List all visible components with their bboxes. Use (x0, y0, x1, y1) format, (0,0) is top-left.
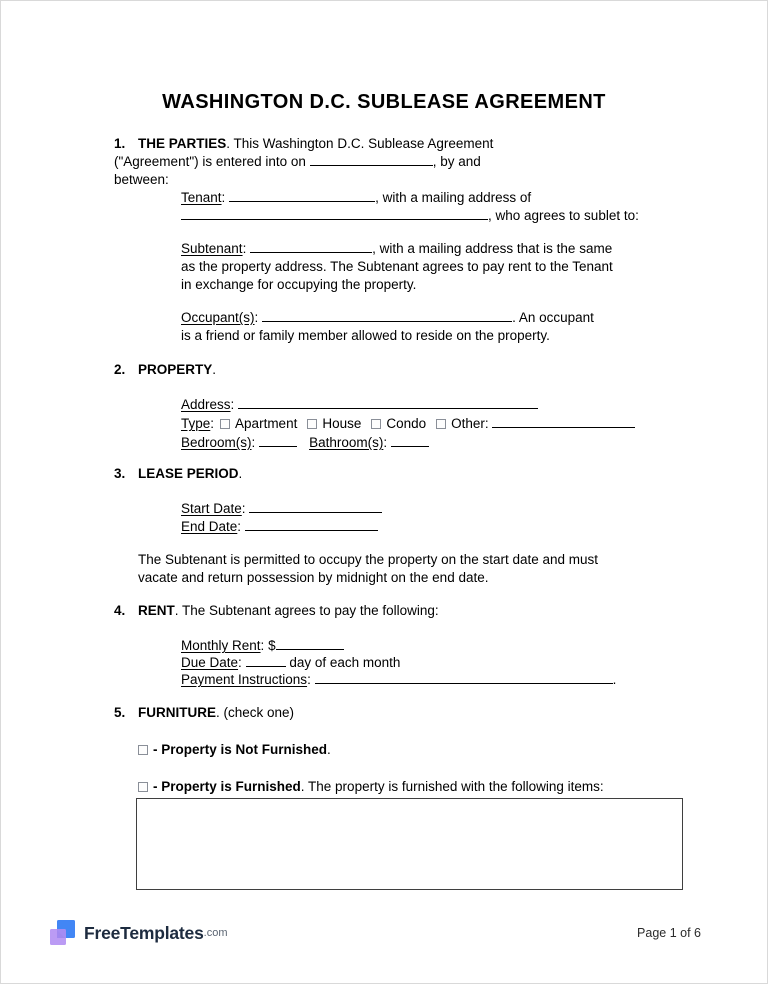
end-date-line (181, 518, 707, 536)
blank-tenant-name[interactable] (229, 189, 375, 202)
colon: : (307, 672, 311, 687)
address-line (181, 395, 707, 414)
lease-note-line2: vacate and return possession by midnight on the end date. (138, 570, 489, 585)
end-date-label: End Date (181, 519, 238, 534)
lease-dates (181, 500, 707, 536)
type-option-house: House (322, 416, 362, 431)
subtenant-label: Subtenant (181, 241, 243, 256)
type-line (181, 414, 707, 433)
section-heading-rest: . (check one) (216, 705, 295, 720)
parties-heading-line (114, 135, 707, 153)
due-date-tail: day of each month (289, 655, 401, 670)
section-number: 4. (114, 603, 126, 618)
section-heading-rest: . (238, 466, 243, 481)
bedrooms-label: Bedroom(s) (181, 435, 252, 450)
parties-line2 (114, 153, 707, 171)
section-number: 3. (114, 466, 126, 481)
type-label: Type (181, 416, 211, 431)
occupant-label: Occupant(s) (181, 310, 255, 325)
bedrooms-line (181, 433, 707, 452)
option-furnished (138, 778, 707, 796)
blank-occupant-names[interactable] (262, 309, 512, 322)
property-heading-line (114, 361, 707, 379)
subtenant-line2: as the property address. The Subtenant agrees to pay rent to the Tenant (181, 259, 613, 274)
tenant-line1 (181, 189, 707, 207)
payment-instructions-line (181, 671, 707, 688)
colon: : (238, 655, 242, 670)
colon: : (237, 519, 242, 534)
colon: : (242, 241, 247, 256)
type-option-condo: Condo (386, 416, 427, 431)
section-heading: THE PARTIES (138, 136, 227, 151)
section-heading: FURNITURE (138, 705, 216, 720)
section-heading-rest: . (212, 362, 217, 377)
due-date-label: Due Date (181, 655, 239, 670)
checkbox-other[interactable] (436, 419, 446, 429)
payment-instructions-label: Payment Instructions (181, 672, 308, 687)
document-title: WASHINGTON D.C. SUBLEASE AGREEMENT (162, 91, 606, 113)
colon: : (251, 435, 256, 450)
checkbox-condo[interactable] (371, 419, 381, 429)
monthly-rent-label: Monthly Rent (181, 638, 261, 653)
bathrooms-label: Bathroom(s) (309, 435, 384, 450)
colon: : (254, 310, 259, 325)
section-number: 1. (114, 136, 126, 151)
subtenant-block (181, 240, 707, 294)
occupant-line2: is a friend or family member allowed to reside on the property. (181, 328, 550, 343)
furnished-text-rest: . The property is furnished with the following items: (300, 779, 604, 794)
section-heading-rest: . This Washington D.C. Sublease Agreement (226, 136, 494, 151)
due-date-line (181, 654, 707, 671)
checkbox-apartment[interactable] (220, 419, 230, 429)
section-number: 2. (114, 362, 126, 377)
subtenant-line1 (181, 240, 707, 258)
brand-name: FreeTemplates (84, 923, 204, 943)
lease-heading-line (114, 465, 707, 483)
blank-property-address[interactable] (238, 396, 538, 409)
blank-bedrooms[interactable] (259, 434, 297, 447)
blank-tenant-address[interactable] (181, 207, 488, 220)
colon: : (383, 435, 388, 450)
start-date-label: Start Date (181, 501, 242, 516)
tenant-line1-tail: , with a mailing address of (375, 190, 532, 205)
furnished-text: - Property is Furnished (153, 779, 301, 794)
rent-fields (181, 637, 707, 688)
page-footer (49, 917, 701, 949)
lease-note-line1: The Subtenant is permitted to occupy the property on the start date and must (138, 552, 599, 567)
checkbox-house[interactable] (307, 419, 317, 429)
section-number: 5. (114, 705, 126, 720)
dollar-sign: $ (268, 638, 276, 653)
property-fields (181, 395, 707, 452)
lease-note (138, 551, 707, 587)
address-label: Address (181, 397, 231, 412)
parties-line2-tail: , by and (432, 154, 481, 169)
blank-other-type[interactable] (492, 415, 635, 428)
type-option-apartment: Apartment (235, 416, 298, 431)
tenant-label: Tenant (181, 190, 222, 205)
page-number: Page 1 of 6 (637, 926, 701, 940)
monthly-rent-line (181, 637, 707, 654)
period: . (612, 672, 617, 687)
occupant-line1-tail: . An occupant (512, 310, 594, 325)
section-heading: PROPERTY (138, 362, 213, 377)
section-rent (114, 602, 707, 688)
section-heading-rest: . The Subtenant agrees to pay the following: (174, 603, 439, 618)
blank-subtenant-name[interactable] (250, 240, 372, 253)
subtenant-line3: in exchange for occupying the property. (181, 277, 417, 292)
colon: : (241, 501, 246, 516)
freetemplates-logo-icon (49, 919, 77, 947)
subtenant-line1-tail: , with a mailing address that is the same (372, 241, 613, 256)
checkbox-furnished[interactable] (138, 782, 148, 792)
parties-line3: between: (114, 172, 169, 187)
tenant-block (181, 189, 707, 225)
furnished-items-box[interactable] (136, 798, 683, 890)
section-heading: RENT (138, 603, 175, 618)
blank-monthly-rent[interactable] (276, 637, 344, 650)
blank-agreement-date[interactable] (310, 153, 433, 166)
option-not-furnished (138, 741, 707, 759)
colon: : (260, 638, 265, 653)
furniture-heading-line (114, 704, 707, 722)
type-option-other: Other: (451, 416, 489, 431)
document-body (114, 135, 707, 890)
tenant-line2 (181, 207, 707, 225)
brand-tld: .com (203, 927, 228, 939)
checkbox-not-furnished[interactable] (138, 745, 148, 755)
section-property (114, 361, 707, 452)
colon: : (210, 416, 215, 431)
section-parties (114, 135, 707, 345)
parties-line2-text: ("Agreement") is entered into on (114, 154, 306, 169)
section-lease-period (114, 465, 707, 587)
section-heading: LEASE PERIOD (138, 466, 239, 481)
blank-start-date[interactable] (249, 500, 382, 513)
blank-end-date[interactable] (245, 518, 378, 531)
period: . (327, 742, 331, 757)
colon: : (230, 397, 235, 412)
occupant-line1 (181, 309, 707, 327)
not-furnished-text: - Property is Not Furnished (153, 742, 328, 757)
blank-due-day[interactable] (246, 654, 286, 667)
rent-heading-line (114, 602, 707, 620)
colon: : (221, 190, 226, 205)
start-date-line (181, 500, 707, 518)
blank-bathrooms[interactable] (391, 434, 429, 447)
tenant-line2-tail: , who agrees to sublet to: (488, 208, 639, 223)
blank-payment-instructions[interactable] (315, 671, 613, 684)
occupant-block (181, 309, 707, 345)
section-furniture (114, 704, 707, 890)
